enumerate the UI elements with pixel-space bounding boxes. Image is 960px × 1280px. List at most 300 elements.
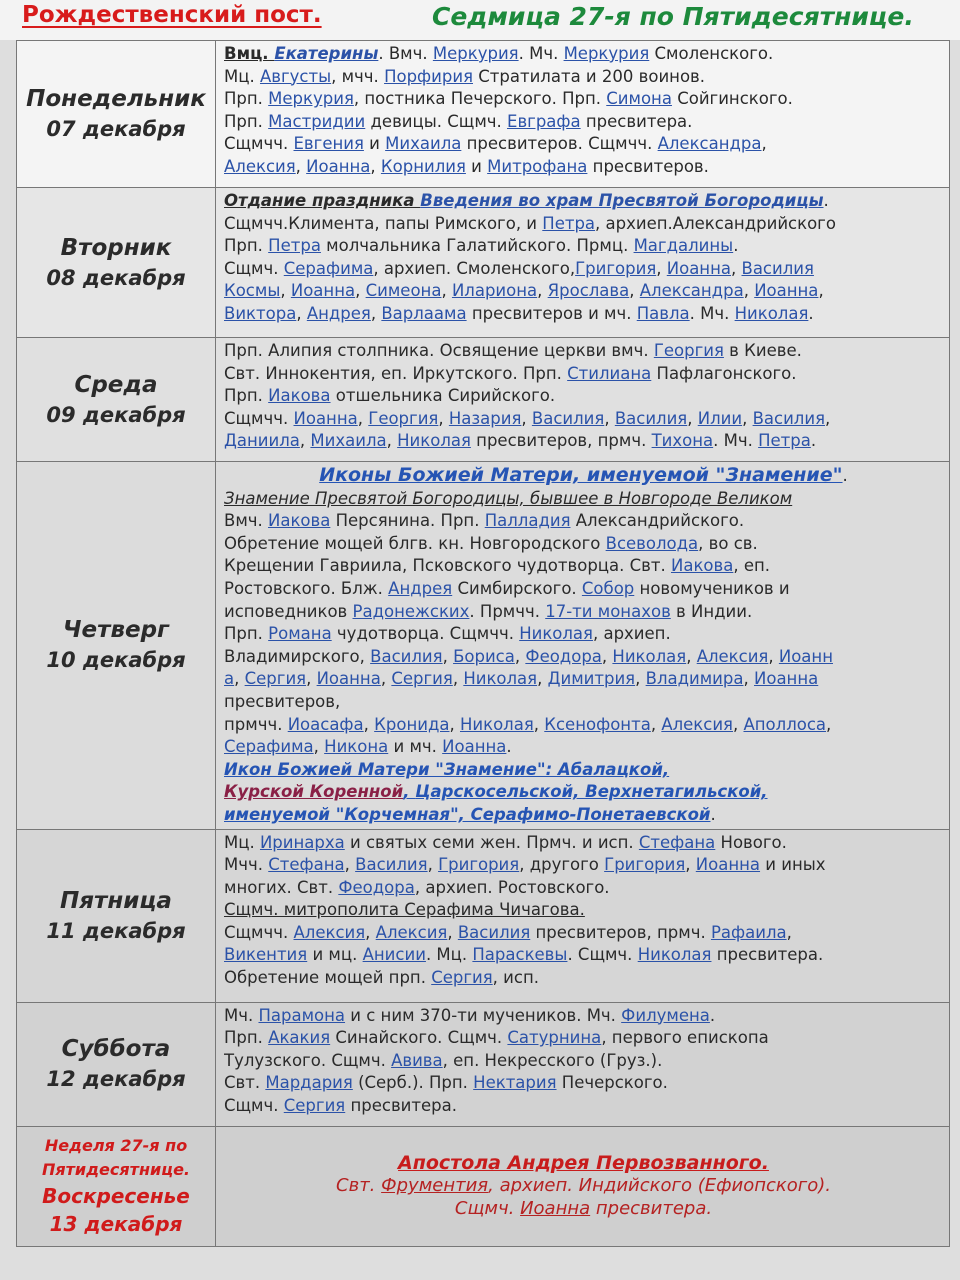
- entry-text: Свт. Иннокентия, еп. Иркутского. Прп.: [224, 363, 568, 383]
- entry-line: [224, 213, 943, 236]
- saint-link[interactable]: Параскевы: [472, 945, 568, 965]
- saint-link[interactable]: Викентия: [224, 945, 308, 965]
- entry-line: [224, 691, 943, 714]
- entry-text: . Мч.: [689, 303, 735, 323]
- entry-text: отшельника Сирийского.: [330, 386, 556, 406]
- entry-text: пресвитеров,: [224, 691, 341, 711]
- entry-text: Сщмчч.: [224, 134, 294, 154]
- entry-line: [224, 66, 943, 89]
- saint-link[interactable]: Иоанн: [778, 646, 833, 666]
- entry-line: [224, 1072, 943, 1095]
- saint-link[interactable]: Алексия: [661, 714, 733, 734]
- entry-text: , исп.: [492, 968, 539, 988]
- entry-text: новомучеников и: [634, 578, 790, 598]
- entry-text: пресвитера.: [590, 1197, 713, 1219]
- day-row: [17, 338, 950, 462]
- entry-text: . Мц.: [425, 945, 473, 965]
- entry-line: [224, 430, 943, 453]
- saint-link[interactable]: Василия: [531, 408, 605, 428]
- saint-link[interactable]: 17-ти монахов: [545, 601, 671, 621]
- entry-text: Свт.: [224, 1073, 266, 1093]
- entry-text: пресвитера.: [345, 1095, 457, 1115]
- entry-text: ,: [380, 669, 392, 689]
- entry-text: .: [506, 737, 512, 757]
- entry-line: [224, 464, 943, 488]
- saint-link[interactable]: Иоанна: [754, 281, 819, 301]
- entry-text: ,: [403, 782, 416, 802]
- entry-text: .: [709, 1005, 716, 1025]
- entry-text: , архиеп.: [592, 624, 671, 644]
- entry-text: ,: [521, 408, 532, 428]
- entry-text: и иных: [760, 855, 826, 875]
- entry-text: Прп.: [224, 386, 269, 406]
- day-row: [17, 188, 950, 338]
- saint-link[interactable]: Корнилия: [380, 156, 466, 176]
- entry-text: Сщмчч.: [224, 922, 294, 942]
- saint-link[interactable]: Августы: [259, 66, 332, 86]
- saint-link[interactable]: Георгия: [368, 408, 439, 428]
- entry-text: ,: [386, 431, 398, 451]
- entry-text: Курской Коренной: [224, 782, 404, 802]
- entry-text: ,: [449, 714, 460, 734]
- entry-text: Симбирского.: [452, 578, 582, 598]
- saint-link[interactable]: Екатерины: [274, 44, 379, 63]
- saint-link[interactable]: Тихона: [651, 431, 714, 451]
- saint-link[interactable]: Петра: [268, 236, 321, 256]
- entry-line: [224, 88, 943, 111]
- entry-text: , еп. Некресского (Груз.).: [442, 1050, 663, 1070]
- day-name: Четверг: [62, 617, 170, 644]
- entry-text: ,: [601, 646, 613, 666]
- day-cell: [17, 41, 216, 188]
- entry-text: ,: [687, 408, 698, 428]
- saint-link[interactable]: Даниила: [224, 431, 300, 451]
- saint-link[interactable]: Николая: [637, 945, 712, 965]
- entry-text: и мц.: [307, 945, 363, 965]
- saint-link[interactable]: Алексия: [224, 156, 296, 176]
- day-content: [216, 462, 950, 830]
- entry-text: , архиеп. Смоленского,: [373, 258, 576, 278]
- saint-link[interactable]: Василия: [355, 855, 428, 875]
- entry-text: Прп.: [224, 111, 269, 131]
- saint-link[interactable]: Илариона: [451, 281, 538, 301]
- saint-link[interactable]: а: [224, 669, 235, 689]
- entry-line: [224, 714, 943, 737]
- day-content: [216, 188, 950, 338]
- saint-link[interactable]: Кронида: [374, 714, 450, 734]
- saint-link[interactable]: Владимира: [645, 669, 744, 689]
- entry-text: пресвитеров.: [587, 156, 709, 176]
- entry-text: , мчч.: [331, 66, 385, 86]
- entry-text: Царскосельской, Верхнетагильской,: [415, 782, 768, 802]
- entry-text: , архиеп. Индийского (Ефиопского).: [488, 1175, 831, 1197]
- entry-text: Вмч.: [224, 511, 269, 531]
- saint-link[interactable]: Алексия: [293, 922, 366, 942]
- entry-text: Владимирского,: [224, 646, 371, 666]
- entry-text: ,: [452, 669, 464, 689]
- entry-text: Прп.: [224, 89, 269, 109]
- entry-text: . Сщмч.: [567, 945, 638, 965]
- entry-line: [224, 280, 943, 303]
- entry-text: . Мч.: [518, 44, 564, 63]
- saint-link[interactable]: Иоанна: [695, 855, 761, 875]
- fast-title: Рождественский пост.: [22, 2, 322, 28]
- entry-line: [224, 781, 943, 804]
- entry-text: , первого епископа: [601, 1028, 769, 1048]
- saint-link[interactable]: Андрея: [388, 578, 453, 598]
- saint-link[interactable]: Иакова: [268, 511, 331, 531]
- entry-text: Сщмчч.Климента, папы Римского: [224, 213, 516, 233]
- saint-link[interactable]: Порфирия: [384, 66, 473, 86]
- saint-link[interactable]: Евгения: [293, 134, 364, 154]
- entry-text: ,: [743, 669, 754, 689]
- saint-link[interactable]: Николая: [612, 646, 687, 666]
- entry-text: Знамение Пресвятой Богородицы, бывшее в Новгороде Великом: [224, 488, 793, 508]
- entry-text: ,: [514, 646, 526, 666]
- entry-text: Мц.: [224, 832, 260, 852]
- entry-line: [224, 646, 943, 669]
- entry-text: ,: [686, 646, 697, 666]
- saint-link[interactable]: Димитрия: [547, 669, 636, 689]
- entry-line: [224, 340, 943, 363]
- saint-link[interactable]: Аполлоса: [743, 714, 827, 734]
- saint-link[interactable]: Илии: [697, 408, 743, 428]
- saint-link[interactable]: Феодора: [338, 877, 415, 897]
- entry-text: Свт.: [336, 1175, 382, 1197]
- saint-link[interactable]: Стефана: [268, 855, 345, 875]
- day-content: [216, 41, 950, 188]
- entry-line: [224, 832, 943, 855]
- entry-text: .: [710, 804, 716, 824]
- saint-link[interactable]: Магдалины: [633, 236, 734, 256]
- saint-link[interactable]: Бориса: [453, 646, 515, 666]
- entry-text: Сойгинского.: [671, 89, 793, 109]
- entry-text: исповедников: [224, 601, 353, 621]
- saint-link[interactable]: Василия: [614, 408, 688, 428]
- entry-line: [224, 736, 943, 759]
- entry-text: ,: [786, 922, 792, 942]
- entry-text: ,: [629, 281, 640, 301]
- entry-text: .: [823, 191, 829, 210]
- entry-text: Прп.: [224, 624, 269, 644]
- entry-text: ,: [295, 156, 307, 176]
- saint-link[interactable]: Николая: [397, 431, 471, 451]
- saint-link[interactable]: Николая: [734, 303, 809, 323]
- saint-link[interactable]: Рафаила: [710, 922, 787, 942]
- day-content: [216, 1126, 950, 1246]
- entry-line: [224, 759, 943, 782]
- entry-line: [224, 533, 943, 556]
- saint-link[interactable]: Иоанна: [306, 156, 371, 176]
- saint-link[interactable]: Александра: [657, 134, 762, 154]
- entry-line: [224, 922, 943, 945]
- saint-link[interactable]: Григория: [575, 258, 657, 278]
- saint-link[interactable]: Петра: [542, 213, 596, 233]
- entry-text: пресвитеров и мч.: [466, 303, 637, 323]
- entry-line: [224, 623, 943, 646]
- saint-link[interactable]: Мардария: [265, 1073, 353, 1093]
- entry-text: , архиеп.Александрийского: [595, 213, 836, 233]
- saint-link[interactable]: Иакова: [268, 386, 331, 406]
- saint-link[interactable]: Серафима: [283, 258, 374, 278]
- entry-text: Сщмч.: [224, 258, 284, 278]
- entry-text: ,: [537, 281, 548, 301]
- day-name: Воскресенье: [42, 1184, 190, 1208]
- saint-link[interactable]: Евграфа: [507, 111, 581, 131]
- saint-link[interactable]: Введения во храм Пресвятой Богородицы: [420, 191, 824, 210]
- day-row: [17, 462, 950, 830]
- entry-text: ,: [731, 258, 742, 278]
- entry-text: ,: [370, 156, 381, 176]
- saint-link[interactable]: Сергия: [283, 1095, 346, 1115]
- entry-text: пресвитеров, прмч.: [530, 922, 711, 942]
- day-cell: [17, 338, 216, 462]
- saint-link[interactable]: Иринарха: [259, 832, 345, 852]
- schedule-table: [16, 40, 950, 1247]
- day-content: [216, 829, 950, 1002]
- saint-link[interactable]: Акакия: [268, 1028, 331, 1048]
- saint-link[interactable]: Иоасафа: [287, 714, 364, 734]
- saint-link[interactable]: Симона: [606, 89, 672, 109]
- entry-line: [224, 133, 943, 156]
- day-date: 08 декабря: [46, 265, 186, 290]
- saint-link[interactable]: Николая: [519, 624, 593, 644]
- day-name: Среда: [74, 371, 158, 398]
- saint-link[interactable]: Стилиана: [567, 363, 652, 383]
- entry-line: [224, 385, 943, 408]
- saint-link[interactable]: Василия: [752, 408, 825, 428]
- entry-text: именуемой "Корчемная", Серафимо-Понетаевской: [224, 804, 711, 824]
- entry-text: Икон Божией Матери "Знамение": Абалацкой,: [224, 759, 670, 779]
- entry-line: [224, 488, 943, 511]
- saint-link[interactable]: Авива: [391, 1050, 443, 1070]
- saint-link[interactable]: Собор: [581, 578, 635, 598]
- entry-line: [224, 578, 943, 601]
- entry-line: [224, 601, 943, 624]
- entry-text: Сщмч.: [454, 1197, 521, 1219]
- saint-link[interactable]: Меркурия: [268, 89, 354, 109]
- saint-link[interactable]: Сергия: [431, 968, 493, 988]
- entry-text: ,: [447, 922, 458, 942]
- saint-link[interactable]: Андрея: [306, 303, 371, 323]
- entry-line: [224, 944, 943, 967]
- entry-text: ,: [635, 669, 646, 689]
- entry-line: [224, 877, 943, 900]
- entry-text: ,: [650, 714, 662, 734]
- entry-text: Нового.: [715, 832, 787, 852]
- entry-text: в Индии.: [670, 601, 753, 621]
- saint-link[interactable]: Иоанна: [290, 281, 356, 301]
- saint-link[interactable]: Ксенофонта: [544, 714, 651, 734]
- entry-text: ,: [280, 281, 291, 301]
- saint-link[interactable]: Василия: [741, 258, 814, 278]
- entry-text: ,: [604, 408, 615, 428]
- entry-text: девицы. Сщмч.: [365, 111, 508, 131]
- saint-link[interactable]: Парамона: [258, 1005, 346, 1025]
- entry-text: и: [465, 156, 488, 176]
- entry-text: (Серб.). Прп.: [352, 1073, 474, 1093]
- entry-text: Апостола Андрея Первозванного.: [398, 1151, 769, 1174]
- entry-text: Крещении Гавриила, Псковского чудотворца. Свт.: [224, 556, 671, 576]
- entry-text: Печерского.: [556, 1073, 668, 1093]
- saint-link[interactable]: Меркурия: [432, 44, 519, 63]
- entry-text: Прп.: [224, 236, 269, 256]
- saint-link[interactable]: Феодора: [525, 646, 602, 666]
- entry-text: , еп.: [733, 556, 771, 576]
- entry-text: Сщмч.: [224, 1095, 284, 1115]
- saint-link[interactable]: Павла: [636, 303, 690, 323]
- day-date: 10 декабря: [46, 648, 186, 673]
- saint-link[interactable]: Романа: [268, 624, 332, 644]
- saint-link[interactable]: Палладия: [484, 511, 571, 531]
- saint-link[interactable]: Сатурнина: [507, 1028, 602, 1048]
- saint-link[interactable]: Митрофана: [487, 156, 588, 176]
- saint-link[interactable]: Сергия: [391, 669, 453, 689]
- saint-link[interactable]: Анисии: [362, 945, 426, 965]
- entry-text: , постника Печерского.: [353, 89, 557, 109]
- saint-link[interactable]: Иоанна: [520, 1197, 591, 1219]
- saint-link[interactable]: Фрументия: [381, 1175, 489, 1197]
- saint-link[interactable]: Космы: [224, 281, 281, 301]
- saint-link[interactable]: Михаила: [385, 134, 462, 154]
- saint-link[interactable]: Мастридии: [268, 111, 366, 131]
- saint-link[interactable]: Сергия: [244, 669, 307, 689]
- entry-line: [224, 555, 943, 578]
- saint-link[interactable]: Назария: [448, 408, 522, 428]
- entry-line: [224, 1198, 943, 1221]
- entry-line: [224, 43, 943, 66]
- entry-line: [224, 363, 943, 386]
- entry-text: Иконы Божией Матери, именуемой "Знамение": [319, 464, 843, 486]
- day-date: 09 декабря: [46, 402, 186, 427]
- entry-text: .: [810, 431, 817, 451]
- day-name: Пятница: [60, 887, 172, 914]
- entry-line: [224, 1050, 943, 1073]
- saint-link[interactable]: Варлаама: [381, 303, 467, 323]
- entry-text: ,: [363, 714, 375, 734]
- entry-text: , во св.: [698, 533, 758, 553]
- entry-text: в Киеве.: [723, 341, 802, 360]
- entry-line: [224, 235, 943, 258]
- day-cell: [17, 188, 216, 338]
- entry-text: ,: [355, 281, 366, 301]
- saint-link[interactable]: Георгия: [653, 341, 724, 360]
- saint-link[interactable]: Ярослава: [547, 281, 630, 301]
- entry-text: Прп. Алипия столпника. Освящение церкви вмч.: [224, 341, 654, 360]
- entry-text: ,: [306, 669, 317, 689]
- saint-link[interactable]: Всеволода: [605, 533, 699, 553]
- saint-link[interactable]: Григория: [604, 855, 686, 875]
- saint-link[interactable]: Никона: [324, 737, 389, 757]
- entry-line: [224, 1005, 943, 1028]
- saint-link[interactable]: Иакова: [670, 556, 734, 576]
- saint-link[interactable]: Николая: [459, 714, 534, 734]
- entry-text: , другого: [519, 855, 605, 875]
- day-date: 12 декабря: [46, 1067, 186, 1091]
- entry-text: .: [842, 466, 848, 485]
- day-row: [17, 1126, 950, 1246]
- saint-link[interactable]: Радонежских: [352, 601, 470, 621]
- day-date: 13 декабря: [49, 1212, 183, 1236]
- entry-text: Мч.: [224, 1005, 259, 1025]
- day-date: 11 декабря: [46, 918, 186, 943]
- saint-link[interactable]: Филумена: [621, 1005, 710, 1025]
- entry-text: ,: [313, 737, 325, 757]
- entry-text: . Мч.: [713, 431, 759, 451]
- saint-link[interactable]: Иоанна: [666, 258, 731, 278]
- saint-link[interactable]: Меркурия: [563, 44, 650, 63]
- entry-text: ,: [299, 431, 311, 451]
- saint-link[interactable]: Иоанна: [316, 669, 381, 689]
- entry-text: ,: [438, 408, 449, 428]
- entry-text: ,: [826, 714, 832, 734]
- saint-link[interactable]: Петра: [758, 431, 811, 451]
- entry-text: Сщмч. митрополита Серафима Чичагова.: [224, 900, 585, 920]
- entry-text: , архиеп. Ростовского.: [414, 877, 610, 897]
- saint-link[interactable]: Иоанна: [293, 408, 358, 428]
- entry-text: Сщмчч.: [224, 408, 294, 428]
- day-cell: [17, 1126, 216, 1246]
- entry-text: ,: [234, 669, 245, 689]
- saint-link[interactable]: Виктора: [224, 303, 297, 323]
- entry-text: ,: [818, 281, 824, 301]
- entry-text: ,: [357, 408, 369, 428]
- entry-text: ,: [825, 408, 831, 428]
- saint-link[interactable]: Алексия: [696, 646, 769, 666]
- entry-text: Мчч.: [224, 855, 269, 875]
- entry-text: ,: [685, 855, 696, 875]
- entry-text: пресвитеров. Сщмчч.: [461, 134, 658, 154]
- entry-text: ,: [732, 714, 744, 734]
- saint-link[interactable]: Василия: [457, 922, 531, 942]
- entry-text: ,: [742, 408, 753, 428]
- saint-link[interactable]: Иоанна: [754, 669, 819, 689]
- header-bar: [0, 0, 960, 40]
- entry-text: и мч.: [388, 737, 443, 757]
- entry-text: Стратилата и 200 воинов.: [473, 66, 706, 86]
- entry-text: и: [363, 134, 386, 154]
- saint-link[interactable]: Григория: [438, 855, 520, 875]
- entry-text: ,: [344, 855, 356, 875]
- entry-text: .: [733, 236, 739, 256]
- entry-text: многих. Свт.: [224, 877, 339, 897]
- entry-text: молчальника Галатийского. Прмц.: [320, 236, 634, 256]
- saint-link[interactable]: Серафима: [224, 737, 314, 757]
- entry-text: Смоленского.: [649, 44, 774, 63]
- entry-text: ,: [365, 922, 376, 942]
- saint-link[interactable]: Александра: [639, 281, 744, 301]
- day-row: [17, 1002, 950, 1126]
- saint-link[interactable]: Михаила: [310, 431, 387, 451]
- saint-link[interactable]: Симеона: [365, 281, 442, 301]
- entry-text: , и: [515, 213, 543, 233]
- entry-text: ,: [296, 303, 307, 323]
- entry-text: Персянина. Прп.: [330, 511, 485, 531]
- day-row: [17, 41, 950, 188]
- saint-link[interactable]: Нектария: [473, 1073, 557, 1093]
- saint-link[interactable]: Стефана: [638, 832, 716, 852]
- entry-line: [224, 1175, 943, 1198]
- entry-text: и святых семи жен. Прмч. и исп.: [344, 832, 639, 852]
- entry-text: ,: [761, 134, 767, 154]
- entry-line: [224, 303, 943, 326]
- saint-link[interactable]: Василия: [370, 646, 443, 666]
- saint-link[interactable]: Николая: [463, 669, 538, 689]
- saint-link[interactable]: Иоанна: [442, 737, 507, 757]
- entry-line: [224, 111, 943, 134]
- day-name: Вторник: [60, 234, 172, 261]
- saint-link[interactable]: Алексия: [375, 922, 448, 942]
